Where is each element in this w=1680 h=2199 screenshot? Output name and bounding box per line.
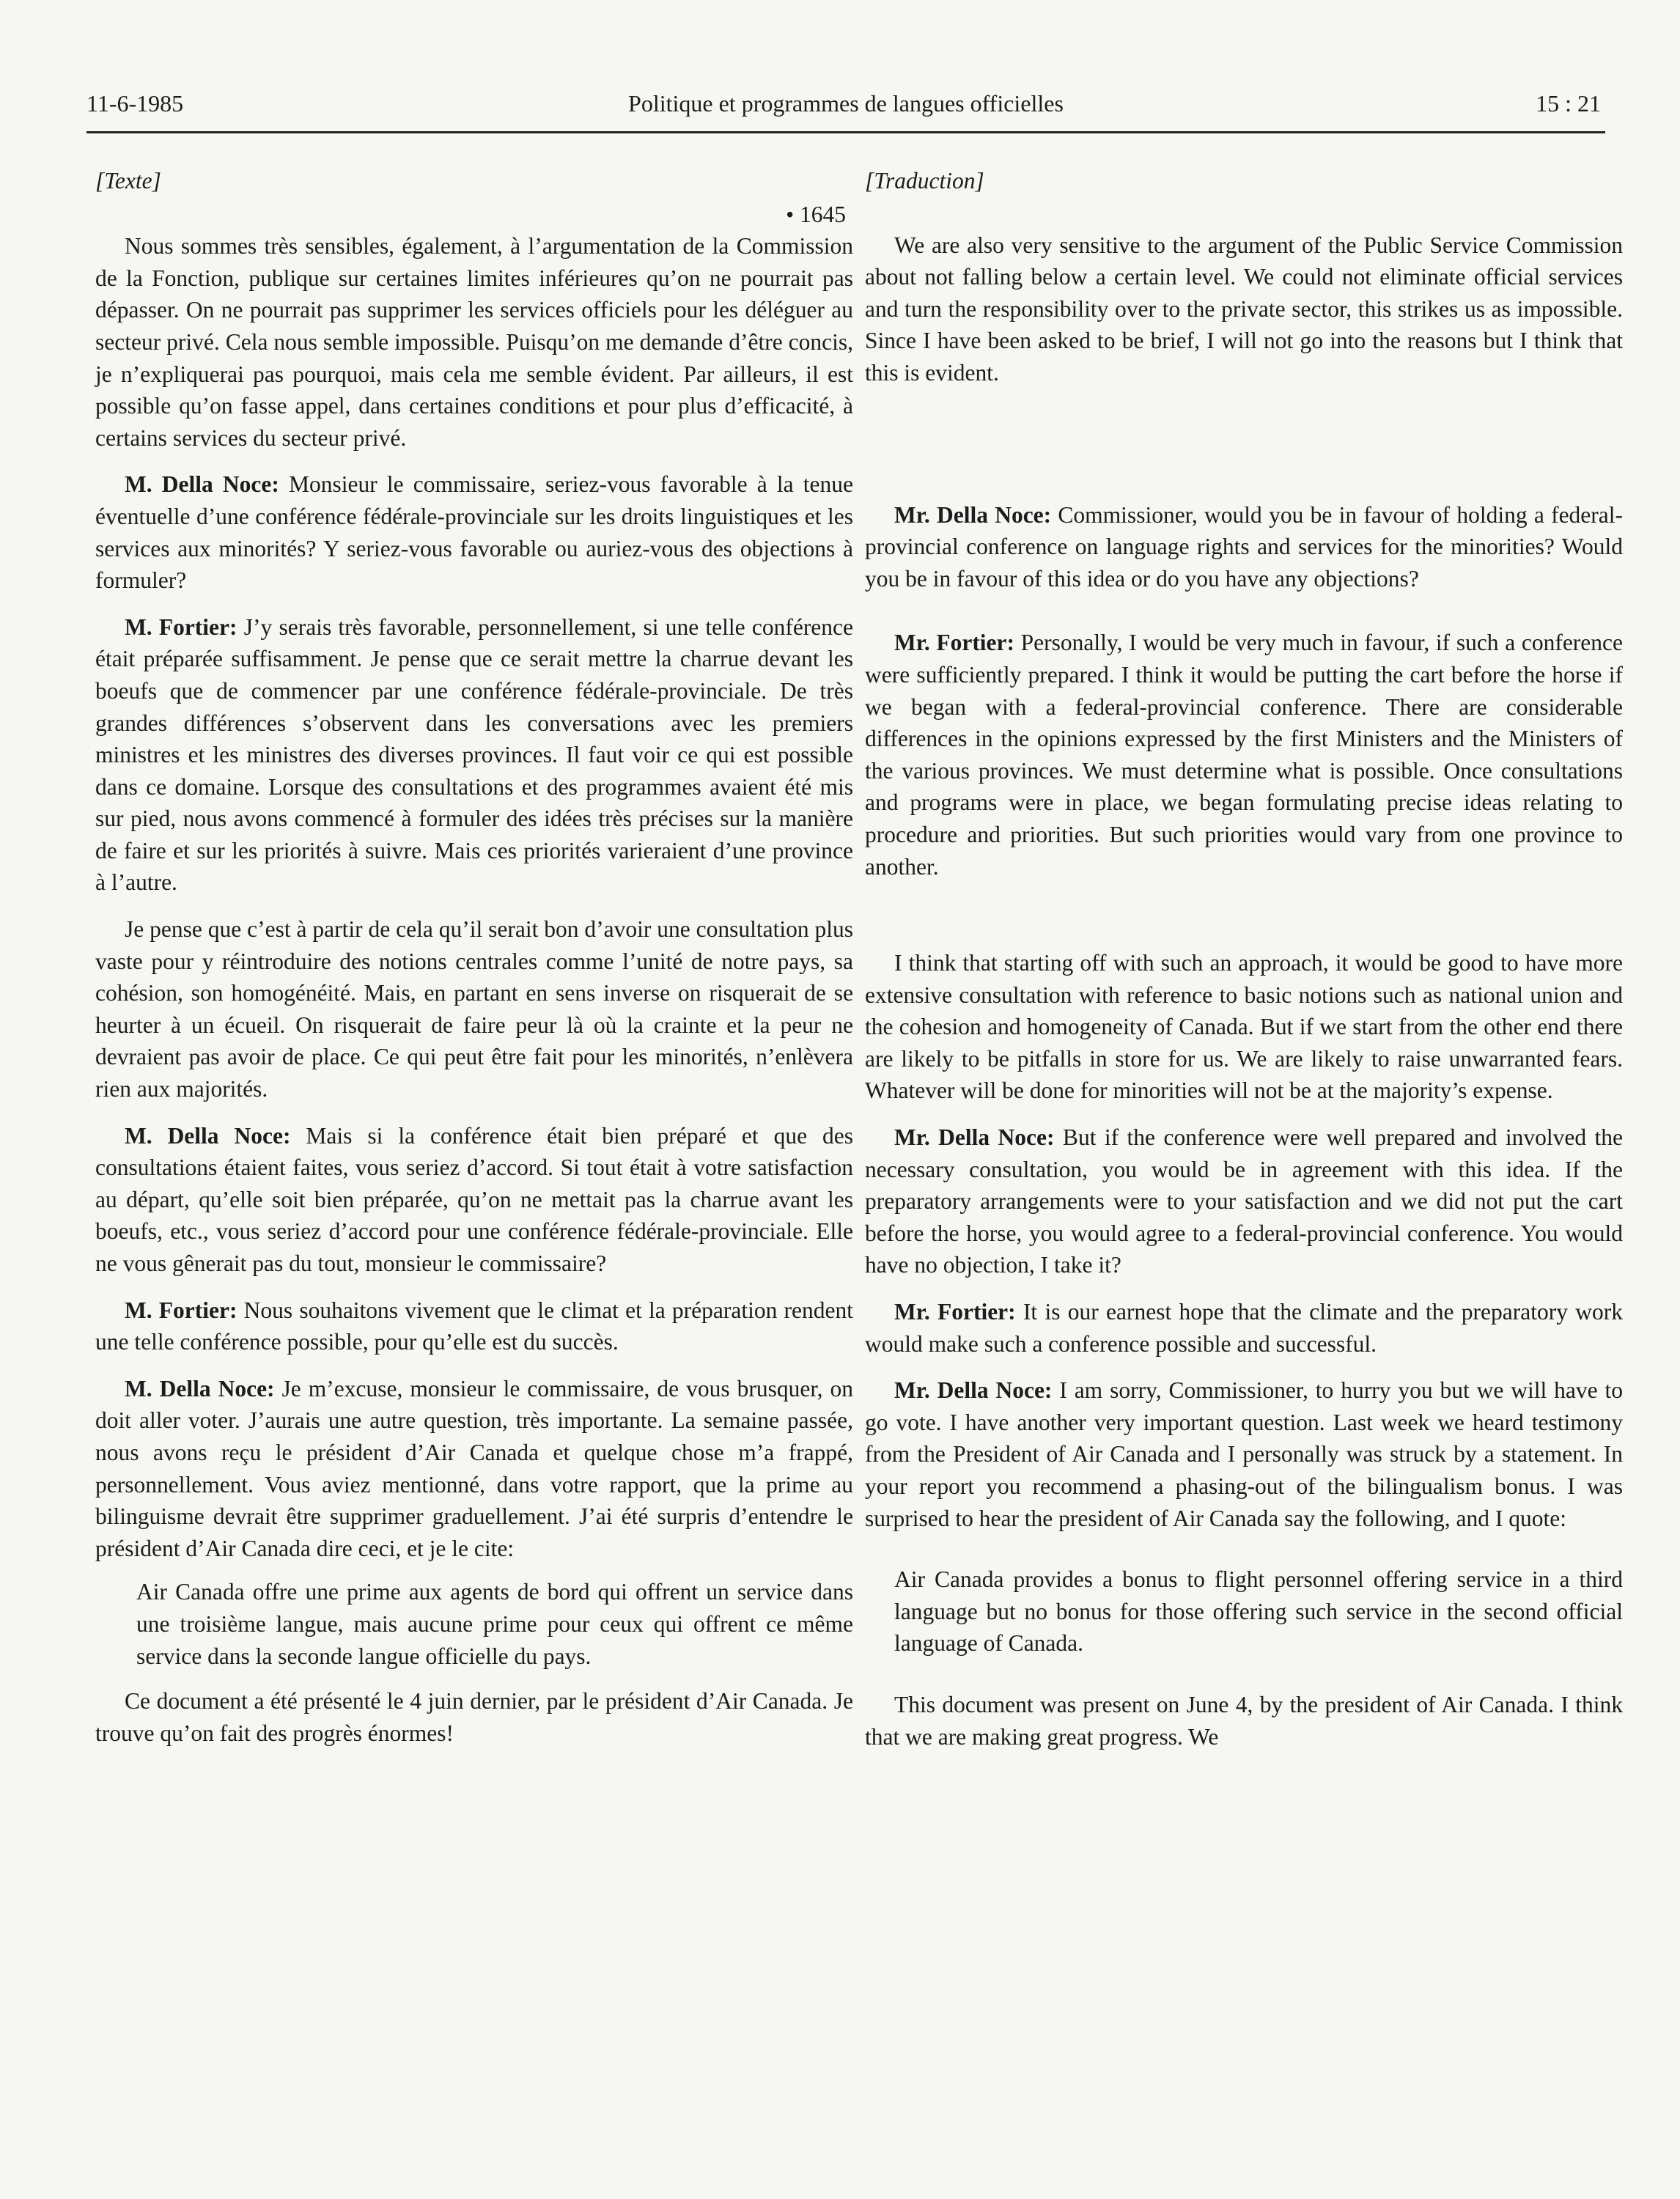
speech-text: It is our earnest hope that the climate and the preparatory work would make such a conference possible and successful. <box>865 1299 1623 1357</box>
paragraph-fr-6 <box>95 1294 853 1358</box>
page-header <box>86 84 1605 133</box>
speech-text: Personally, I would be very much in favour, if such a conference were sufficiently prepared. I think it would be putting the cart before the horse if we began with a federal-provincial conference. There are considerable differences in the opinions expressed by the first Ministers and the Ministers of the various provinces. We must determine what is possible. Once consultations and programs were in place, we began formulating precise ideas relating to procedure and priorities. But such priorities would vary from one province to another. <box>865 630 1623 880</box>
language-tag-english: [Traduction] <box>865 168 984 194</box>
paragraph-fr-8: Ce document a été présenté le 4 juin dernier, par le président d’Air Canada. Je trouve qu’on fait des progrès énormes! <box>95 1688 853 1746</box>
french-column <box>95 165 853 1749</box>
paragraph-en-6 <box>865 1296 1623 1360</box>
paragraph-en-7 <box>865 1374 1623 1534</box>
speaker-name: Mr. Della Noce: <box>894 1377 1053 1404</box>
paragraph-fr-2 <box>95 468 853 596</box>
paragraph-fr-1: Nous sommes très sensibles, également, à l’argumentation de la Commission de la Fonction, publique sur certaines limites inférieures qu’on ne pourrait pas dépasser. On ne pourrait pas supprimer les services officiels pour les déléguer au secteur privé. Cela nous semble impossible. Puisqu’on me demande d’être concis, je n’expliquerai pas pourquoi, mais cela me semble évident. Par ailleurs, il est possible qu’on fasse appel, dans certaines conditions et pour plus d’efficacité, à certains services du secteur privé. <box>95 233 853 451</box>
paragraph-fr-4: Je pense que c’est à partir de cela qu’il serait bon d’avoir une consultation plus vaste pour y réintroduire des notions centrales comme l’unité de notre pays, sa cohésion, son homogénéité. Mais, en partant en sens inverse on risquerait de se heurter à un écueil. On risquerait de faire peur là où la crainte et la peur ne devraient pas avoir de place. Ce qui peut être fait pour les minorités, n’enlèvera rien aux majorités. <box>95 916 853 1102</box>
english-column <box>865 165 1623 1753</box>
speech-text: But if the conference were well prepared and involved the necessary consultation, you would be in agreement with this idea. If the preparatory arrangements were to your satisfaction and we did not put the cart before the horse, you would agree to a federal-provincial conference. You would have no objection, I take it? <box>865 1124 1623 1278</box>
header-title: Politique et programmes de langues officielles <box>628 90 1064 117</box>
speech-text: Je m’excuse, monsieur le commissaire, de vous brusquer, on doit aller voter. J’aurais une autre question, très importante. La semaine passée, nous avons reçu le président d’Air Canada et quelque chose m’a frappé, personnellement. Vous aviez mentionné, dans votre rapport, que la prime au bilinguisme devrait être supprimer graduellement. J’ai été surpris d’entendre le président d’Air Canada dire ceci, et je le cite: <box>95 1375 853 1561</box>
paragraph-en-8: This document was present on June 4, by the president of Air Canada. I think that we are making great progress. We <box>865 1691 1623 1750</box>
speaker-name: Mr. Della Noce: <box>894 501 1052 528</box>
paragraph-en-4: I think that starting off with such an approach, it would be good to have more extensive consultation with reference to basic notions such as national union and the cohesion and homogeneity of Canada. But if we start from the other end there are likely to be pitfalls in store for us. We are likely to raise unwarranted fears. Whatever will be done for minorities will not be at the majority’s expense. <box>865 950 1623 1104</box>
language-tag-french: [Texte] <box>95 168 161 194</box>
quote-en: Air Canada provides a bonus to flight personnel offering service in a third language but no bonus for those offering such service in the second official language of Canada. <box>894 1566 1623 1657</box>
speaker-name: M. Della Noce: <box>125 1375 275 1401</box>
speech-text: Mais si la conférence était bien préparé et que des consultations étaient faites, vous seriez d’accord. Si tout était à votre satisfaction au départ, qu’elle soit bien préparée, qu’on ne mettait pas la charrue avant les boeufs, etc., vous seriez d’accord pour une conférence fédérale-provinciale. Elle ne vous gênerait pas du tout, monsieur le commissaire? <box>95 1122 853 1276</box>
timestamp: • 1645 <box>786 201 846 227</box>
speaker-name: M. Fortier: <box>125 614 237 640</box>
speech-text: I am sorry, Commissioner, to hurry you but we will have to go vote. I have another very important question. Last week we heard testimony from the President of Air Canada and I personally was struck by a statement. In your report you recommend a phasing-out of the bilingualism bonus. I was surprised to hear the president of Air Canada say the following, and I quote: <box>865 1377 1623 1531</box>
paragraph-en-3 <box>865 627 1623 883</box>
speaker-name: M. Della Noce: <box>125 471 279 498</box>
speaker-name: M. Fortier: <box>125 1297 237 1323</box>
speaker-name: Mr. Fortier: <box>894 630 1015 656</box>
paragraph-fr-7 <box>95 1373 853 1565</box>
paragraph-en-5 <box>865 1121 1623 1281</box>
quote-fr: Air Canada offre une prime aux agents de bord qui offrent un service dans une troisième langue, mais aucune prime pour ceux qui offrent ce même service dans la seconde langue officielle du pays. <box>136 1579 853 1669</box>
paragraph-fr-5 <box>95 1120 853 1280</box>
speech-text: J’y serais très favorable, personnellement, si une telle conférence était préparée suffisamment. Je pense que ce serait mettre la charrue devant les boeufs que de commencer par une conférence fédérale-provinciale. De très grandes différences s’observent dans les conversations avec les premiers ministres et les ministres des diverses provinces. Il faut voir ce qui est possible dans ce domaine. Lorsque des consultations et des programmes avaient été mis sur pied, nous avons commencé à formuler des idées très précises sur la manière de faire et sur les priorités à suivre. Mais ces priorités varieraient d’une province à l’autre. <box>95 614 853 896</box>
speaker-name: Mr. Della Noce: <box>894 1124 1055 1151</box>
header-page-number: 15 : 21 <box>1536 90 1601 117</box>
speech-text: Commissioner, would you be in favour of holding a federal-provincial conference on language rights and services for the minorities? Would you be in favour of this idea or do you have any objections? <box>865 501 1623 592</box>
speaker-name: M. Della Noce: <box>125 1122 291 1149</box>
header-date: 11-6-1985 <box>86 90 184 117</box>
speech-text: Nous souhaitons vivement que le climat et la préparation rendent une telle conférence possible, pour qu’elle est du succès. <box>95 1297 853 1355</box>
paragraph-en-2 <box>865 499 1623 595</box>
paragraph-en-1: We are also very sensitive to the argument of the Public Service Commission about not falling below a certain level. We could not eliminate official services and turn the responsibility over to the private sector, this strikes us as impossible. Since I have been asked to be brief, I will not go into the reasons but I think that this is evident. <box>865 232 1623 386</box>
speech-text: Monsieur le commissaire, seriez-vous favorable à la tenue éventuelle d’une conférence fédérale-provinciale sur les droits linguistiques et les services aux minorités? Y seriez-vous favorable ou auriez-vous des objections à formuler? <box>95 471 853 594</box>
speaker-name: Mr. Fortier: <box>894 1299 1016 1325</box>
paragraph-fr-3 <box>95 611 853 899</box>
